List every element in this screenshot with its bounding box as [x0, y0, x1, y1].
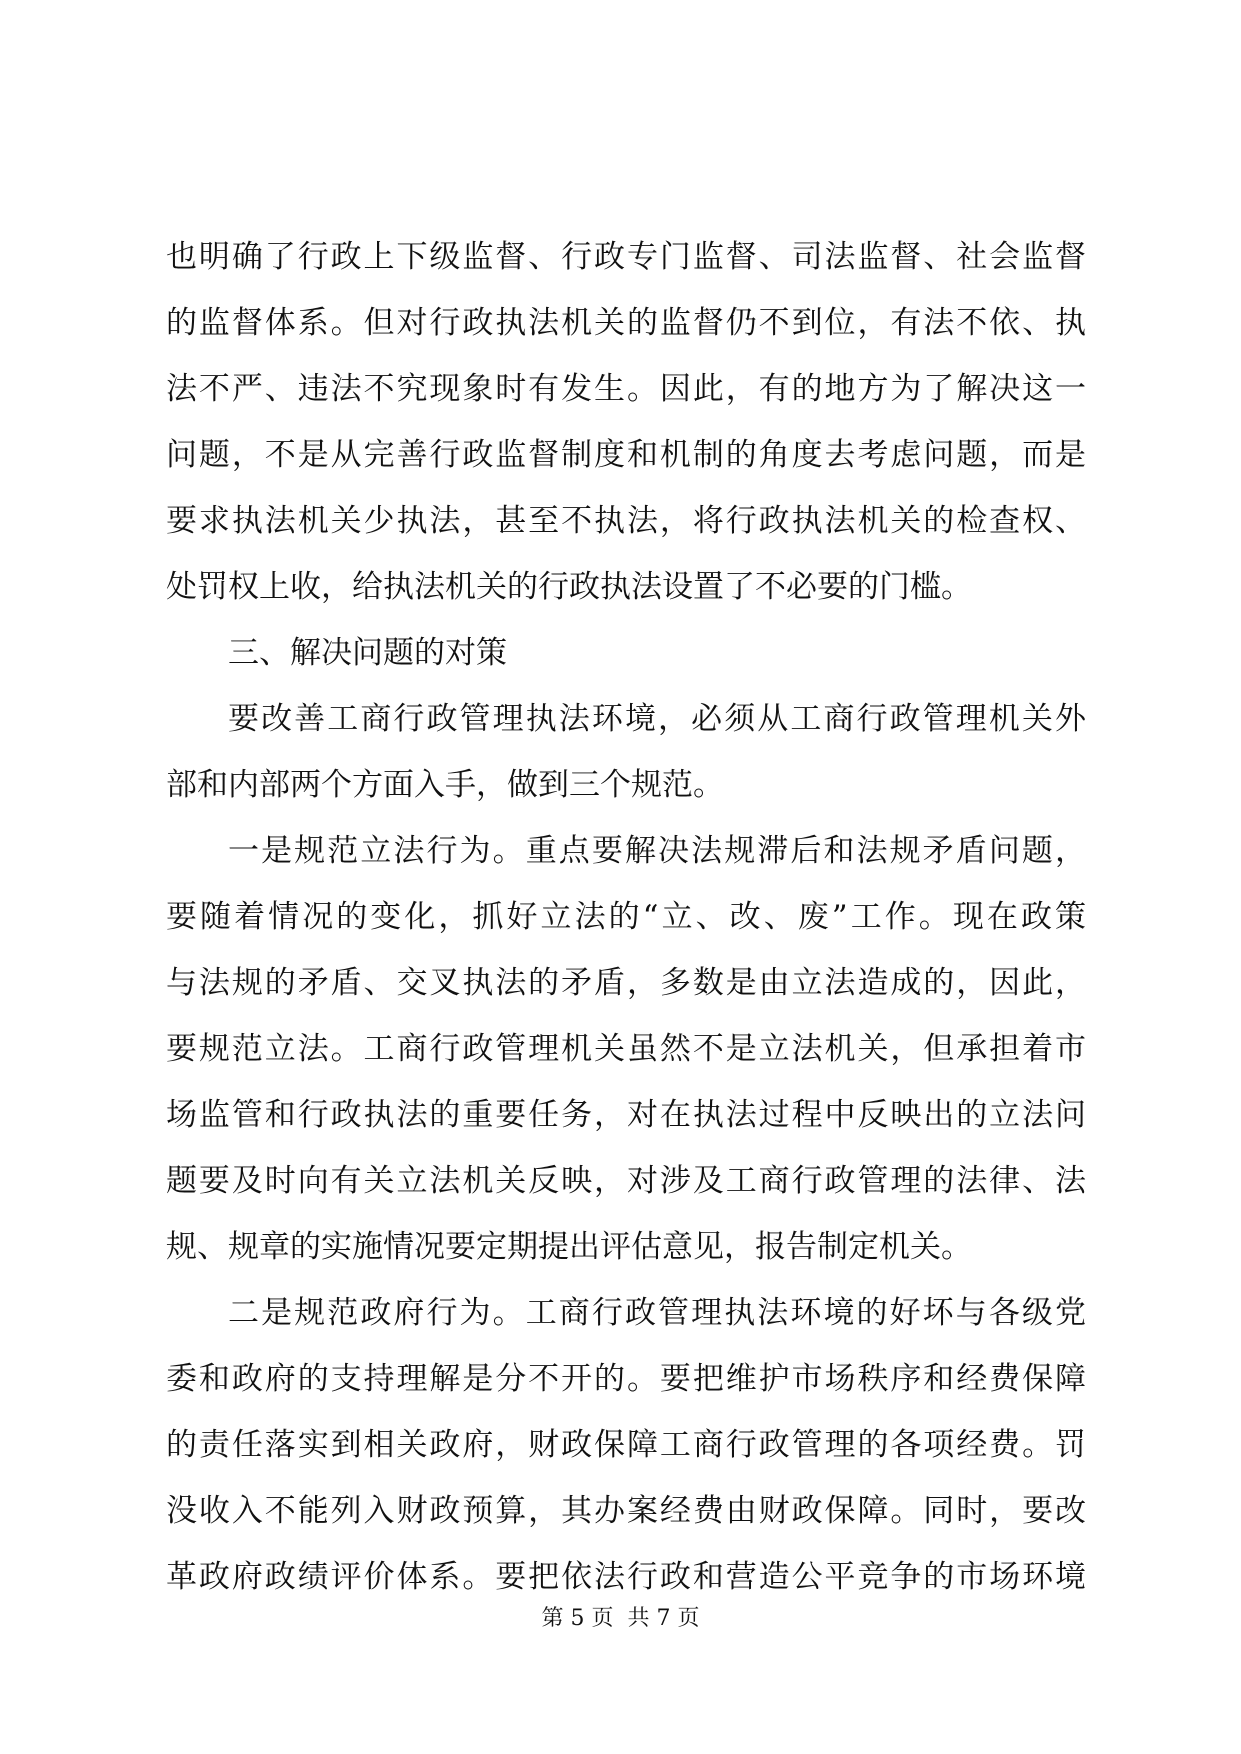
- text-line: 题要及时向有关立法机关反映，对涉及工商行政管理的法律、法: [166, 1163, 1086, 1199]
- text-line: 要改善工商行政管理执法环境，必须从工商行政管理机关外: [228, 701, 1086, 737]
- document-body: [166, 224, 1086, 1610]
- text-line: 没收入不能列入财政预算，其办案经费由财政保障。同时，要改: [166, 1493, 1086, 1529]
- text-line: 问题，不是从完善行政监督制度和机制的角度去考虑问题，而是: [166, 437, 1086, 473]
- text-line: 二是规范政府行为。工商行政管理执法环境的好坏与各级党: [228, 1295, 1086, 1331]
- text-line: 也明确了行政上下级监督、行政专门监督、司法监督、社会监督: [166, 239, 1086, 275]
- text-line: 一是规范立法行为。重点要解决法规滞后和法规矛盾问题，: [228, 833, 1086, 869]
- text-line: 革政府政绩评价体系。要把依法行政和营造公平竞争的市场环境: [166, 1559, 1086, 1595]
- text-line: 要随着情况的变化，抓好立法的“立、改、废”工作。现在政策: [166, 899, 1086, 935]
- text-line: 委和政府的支持理解是分不开的。要把维护市场秩序和经费保障: [166, 1361, 1086, 1397]
- text-line: 的责任落实到相关政府，财政保障工商行政管理的各项经费。罚: [166, 1427, 1086, 1463]
- text-line: 处罚权上收，给执法机关的行政执法设置了不必要的门槛。: [166, 569, 972, 605]
- text-line: 场监管和行政执法的重要任务，对在执法过程中反映出的立法问: [166, 1097, 1086, 1133]
- text-line: 部和内部两个方面入手，做到三个规范。: [166, 767, 724, 803]
- text-line: 法不严、违法不究现象时有发生。因此，有的地方为了解决这一: [166, 371, 1086, 407]
- text-line: 的监督体系。但对行政执法机关的监督仍不到位，有法不依、执: [166, 305, 1086, 341]
- text-line: 要规范立法。工商行政管理机关虽然不是立法机关，但承担着市: [166, 1031, 1086, 1067]
- section-heading: 三、解决问题的对策: [228, 635, 507, 671]
- text-line: 与法规的矛盾、交叉执法的矛盾，多数是由立法造成的，因此，: [166, 965, 1086, 1001]
- text-line: 规、规章的实施情况要定期提出评估意见，报告制定机关。: [166, 1229, 972, 1265]
- text-line: 要求执法机关少执法，甚至不执法，将行政执法机关的检查权、: [166, 503, 1086, 539]
- page-number-footer: 第 5 页 共 7 页: [541, 1606, 700, 1631]
